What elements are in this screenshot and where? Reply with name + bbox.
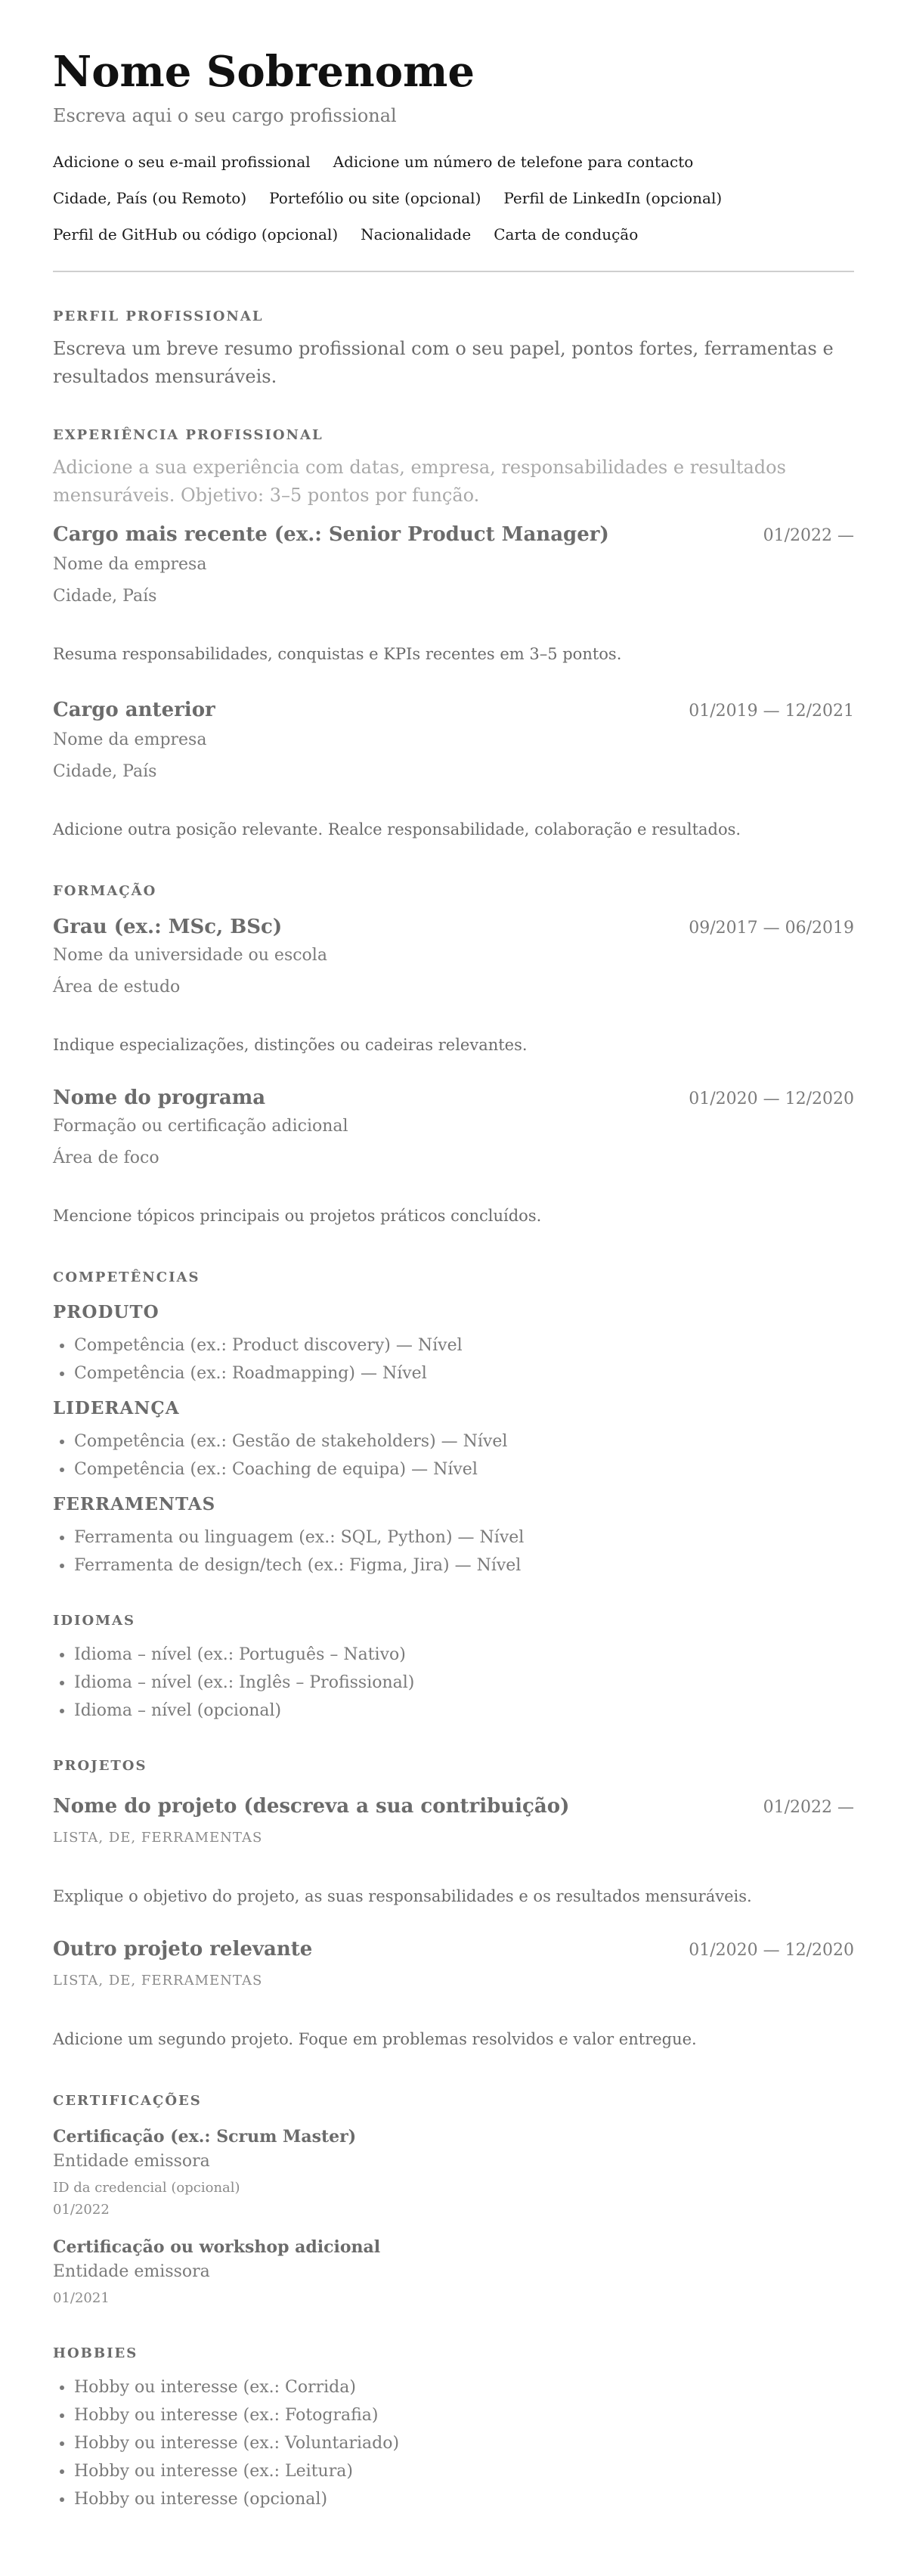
skill-group: [53, 1302, 854, 1387]
project-entry: [53, 1795, 854, 1908]
section-title: HOBBIES: [53, 2345, 138, 2361]
job-location[interactable]: Cidade, País: [53, 587, 157, 606]
experience-section: [53, 427, 854, 841]
certification-credential-id[interactable]: ID da credencial (opcional): [53, 2180, 240, 2196]
certification-entry: [53, 2127, 854, 2221]
experience-hint: Adicione a sua experiência com datas, empresa, responsabilidades e resultados mensuráveis. Objetivo: 3–5 pontos por função.: [53, 457, 786, 506]
contact-location[interactable]: Cidade, País (ou Remoto): [53, 189, 247, 207]
field-of-study[interactable]: Área de foco: [53, 1149, 159, 1167]
company-name[interactable]: Nome da empresa: [53, 730, 207, 749]
contact-email[interactable]: Adicione o seu e-mail profissional: [53, 153, 311, 171]
job-dates[interactable]: 01/2022 —: [763, 526, 854, 545]
education-dates[interactable]: 01/2020 — 12/2020: [689, 1090, 854, 1108]
profile-section: [53, 308, 854, 391]
project-dates[interactable]: 01/2022 —: [763, 1798, 854, 1817]
skill-item[interactable]: • Ferramenta de design/tech (ex.: Figma, Jira) — Nível: [74, 1551, 854, 1579]
hobby-item[interactable]: • Hobby ou interesse (opcional): [74, 2485, 854, 2513]
section-title: FORMAÇÃO: [53, 883, 157, 899]
hobbies-section: [53, 2345, 854, 2513]
degree-name[interactable]: Nome do programa: [53, 1087, 266, 1109]
skill-group: [53, 1398, 854, 1483]
project-name[interactable]: Outro projeto relevante: [53, 1938, 313, 1961]
contact-portfolio[interactable]: Portefólio ou site (opcional): [269, 189, 481, 207]
section-title: IDIOMAS: [53, 1613, 136, 1629]
certification-issuer[interactable]: Entidade emissora: [53, 2152, 210, 2171]
project-tools[interactable]: LISTA, DE, FERRAMENTAS: [53, 1830, 263, 1846]
skill-group-title[interactable]: FERRAMENTAS: [53, 1494, 216, 1514]
job-role[interactable]: Cargo anterior: [53, 699, 215, 721]
job-description[interactable]: Adicione outra posição relevante. Realce responsabilidade, colaboração e resultados.: [53, 820, 741, 839]
school-name[interactable]: Formação ou certificação adicional: [53, 1117, 348, 1136]
contact-nationality[interactable]: Nacionalidade: [361, 225, 472, 243]
contact-phone[interactable]: Adicione um número de telefone para contacto: [333, 153, 694, 171]
certification-date[interactable]: 01/2022: [53, 2202, 110, 2218]
section-title: CERTIFICAÇÕES: [53, 2093, 202, 2109]
project-description[interactable]: Explique o objetivo do projeto, as suas responsabilidades e os resultados mensuráveis.: [53, 1887, 752, 1905]
language-item[interactable]: • Idioma – nível (ex.: Português – Nativo): [74, 1641, 854, 1669]
contact-linkedin[interactable]: Perfil de LinkedIn (opcional): [503, 189, 723, 207]
education-description[interactable]: Mencione tópicos principais ou projetos práticos concluídos.: [53, 1207, 542, 1225]
education-description[interactable]: Indique especializações, distinções ou cadeiras relevantes.: [53, 1036, 528, 1054]
skill-item[interactable]: • Ferramenta ou linguagem (ex.: SQL, Python) — Nível: [74, 1524, 854, 1551]
contact-driving-license[interactable]: Carta de condução: [494, 225, 639, 243]
languages-section: [53, 1613, 854, 1725]
skills-section: [53, 1269, 854, 1579]
job-role[interactable]: Cargo mais recente (ex.: Senior Product Manager): [53, 523, 609, 546]
hobby-item[interactable]: • Hobby ou interesse (ex.: Corrida): [74, 2373, 854, 2401]
education-entry: [53, 916, 854, 1056]
full-name[interactable]: Nome Sobrenome: [53, 47, 475, 97]
job-location[interactable]: Cidade, País: [53, 762, 157, 781]
section-title: EXPERIÊNCIA PROFISSIONAL: [53, 427, 323, 443]
section-title: PERFIL PROFISSIONAL: [53, 308, 264, 324]
language-item[interactable]: • Idioma – nível (ex.: Inglês – Profissional): [74, 1669, 854, 1697]
project-dates[interactable]: 01/2020 — 12/2020: [689, 1941, 854, 1960]
experience-entry: [53, 523, 854, 665]
education-entry: [53, 1087, 854, 1227]
certifications-section: [53, 2093, 854, 2309]
skill-group-title[interactable]: LIDERANÇA: [53, 1398, 180, 1418]
degree-name[interactable]: Grau (ex.: MSc, BSc): [53, 916, 283, 938]
section-title: PROJETOS: [53, 1758, 147, 1774]
section-title: COMPETÊNCIAS: [53, 1269, 200, 1285]
field-of-study[interactable]: Área de estudo: [53, 978, 181, 997]
contact-github[interactable]: Perfil de GitHub ou código (opcional): [53, 225, 339, 243]
hobby-item[interactable]: • Hobby ou interesse (ex.: Voluntariado): [74, 2429, 854, 2457]
skill-item[interactable]: • Competência (ex.: Product discovery) — Nível: [74, 1331, 854, 1359]
project-description[interactable]: Adicione um segundo projeto. Foque em problemas resolvidos e valor entregue.: [53, 2030, 697, 2048]
skill-item[interactable]: • Competência (ex.: Gestão de stakeholders) — Nível: [74, 1427, 854, 1455]
education-section: [53, 883, 854, 1227]
skill-group: [53, 1494, 854, 1579]
project-name[interactable]: Nome do projeto (descreva a sua contribuição): [53, 1795, 570, 1818]
contact-list: [53, 144, 854, 253]
experience-entry: [53, 699, 854, 841]
project-entry: [53, 1938, 854, 2051]
certification-issuer[interactable]: Entidade emissora: [53, 2262, 210, 2281]
hobby-item[interactable]: • Hobby ou interesse (ex.: Leitura): [74, 2457, 854, 2485]
skill-item[interactable]: • Competência (ex.: Coaching de equipa) — Nível: [74, 1455, 854, 1483]
projects-section: [53, 1758, 854, 2051]
certification-date[interactable]: 01/2021: [53, 2290, 110, 2306]
profile-summary[interactable]: Escreva um breve resumo profissional com o seu papel, pontos fortes, ferramentas e resultados mensuráveis.: [53, 338, 834, 387]
skill-group-title[interactable]: PRODUTO: [53, 1302, 159, 1322]
language-item[interactable]: • Idioma – nível (opcional): [74, 1697, 854, 1725]
education-dates[interactable]: 09/2017 — 06/2019: [689, 919, 854, 938]
project-tools[interactable]: LISTA, DE, FERRAMENTAS: [53, 1973, 263, 1989]
hobby-item[interactable]: • Hobby ou interesse (ex.: Fotografia): [74, 2401, 854, 2429]
certification-name[interactable]: Certificação (ex.: Scrum Master): [53, 2127, 357, 2147]
company-name[interactable]: Nome da empresa: [53, 555, 207, 574]
job-title[interactable]: Escreva aqui o seu cargo profissional: [53, 105, 397, 126]
school-name[interactable]: Nome da universidade ou escola: [53, 946, 327, 965]
header-divider: [53, 271, 854, 272]
certification-name[interactable]: Certificação ou workshop adicional: [53, 2237, 381, 2257]
skill-item[interactable]: • Competência (ex.: Roadmapping) — Nível: [74, 1359, 854, 1387]
certification-entry: [53, 2237, 854, 2309]
job-dates[interactable]: 01/2019 — 12/2021: [689, 702, 854, 721]
job-description[interactable]: Resuma responsabilidades, conquistas e KPIs recentes em 3–5 pontos.: [53, 645, 622, 663]
